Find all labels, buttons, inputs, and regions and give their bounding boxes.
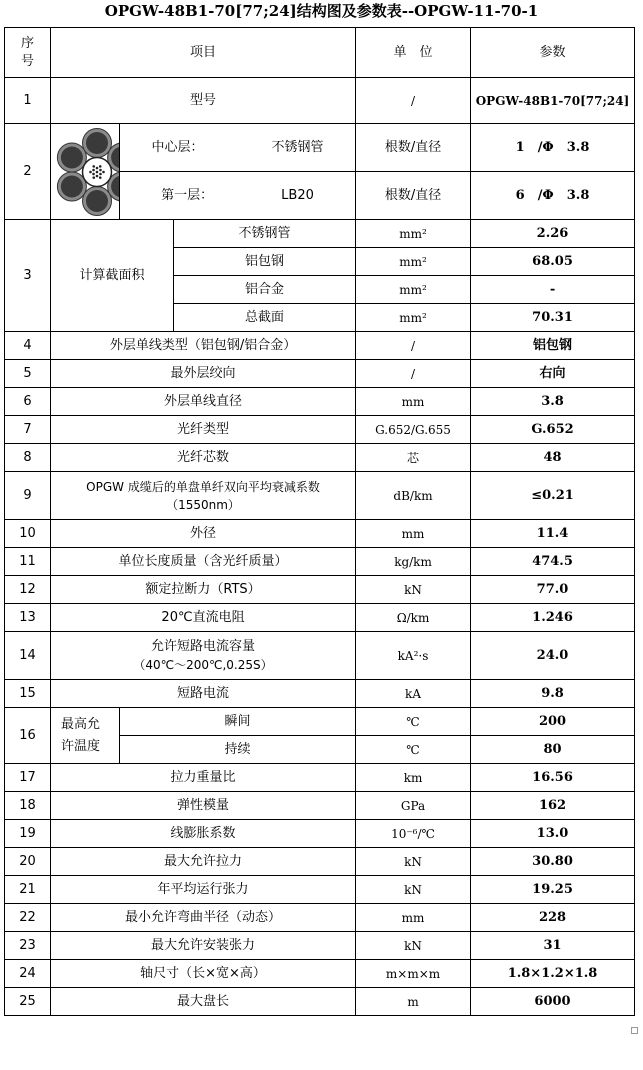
- optical-fiber-dot: [99, 168, 102, 171]
- optical-fiber-dot: [96, 170, 99, 173]
- row-value: 铝包钢: [471, 332, 635, 360]
- row-no: 19: [5, 820, 51, 848]
- row-item-line1: 最高允: [61, 716, 101, 732]
- sub-label: 铝包钢: [174, 248, 356, 276]
- optical-fiber-dot: [99, 176, 102, 179]
- row-item: 光纤类型: [51, 416, 356, 444]
- row-item: 年平均运行张力: [51, 876, 356, 904]
- sub-value: 80: [471, 736, 635, 764]
- sub-label: 持续: [120, 736, 356, 764]
- row-value: 11.4: [471, 520, 635, 548]
- table-row: [5, 360, 635, 388]
- spec-table: [4, 27, 635, 1016]
- row-no: 18: [5, 792, 51, 820]
- cable-cross-section-diagram: [51, 124, 120, 220]
- center-layer-material: 不锈钢管: [271, 139, 324, 155]
- optical-fiber-dot: [99, 172, 102, 175]
- row-item: 线膨胀系数: [51, 820, 356, 848]
- row-item: 外层单线类型（铝包钢/铝合金）: [51, 332, 356, 360]
- sub-value: 2.26: [471, 220, 635, 248]
- row-no: 21: [5, 876, 51, 904]
- table-row: [5, 932, 635, 960]
- row-no: 20: [5, 848, 51, 876]
- table-row: [5, 548, 635, 576]
- row-value: 77.0: [471, 576, 635, 604]
- center-layer-count: 1: [515, 139, 525, 155]
- row-value: 474.5: [471, 548, 635, 576]
- row-item: 轴尺寸（长×宽×高）: [51, 960, 356, 988]
- row-item: 最大允许拉力: [51, 848, 356, 876]
- row-item: [51, 632, 356, 680]
- first-layer-count: 6: [515, 187, 525, 203]
- row-unit: Ω/km: [356, 604, 471, 632]
- row-item-line2: 许温度: [61, 738, 101, 754]
- row-item-line1: 允许短路电流容量: [151, 638, 256, 654]
- row-no: 6: [5, 388, 51, 416]
- outer-strand-core: [86, 132, 108, 154]
- optical-fiber-dot: [89, 170, 92, 173]
- sub-label: 铝合金: [174, 276, 356, 304]
- row-unit: /: [356, 332, 471, 360]
- row-unit: dB/km: [356, 472, 471, 520]
- table-row: [5, 820, 635, 848]
- optical-fiber-dot: [96, 166, 99, 169]
- page-title: OPGW-48B1-70[77;24]结构图及参数表--OPGW-11-70-1: [104, 2, 539, 20]
- table-row: [5, 708, 635, 736]
- row-no: 10: [5, 520, 51, 548]
- table-row: [5, 764, 635, 792]
- table-row: [5, 444, 635, 472]
- center-layer-value: [471, 124, 635, 172]
- row-no: 5: [5, 360, 51, 388]
- table-row: [5, 220, 635, 248]
- row-unit: km: [356, 764, 471, 792]
- row-unit: m×m×m: [356, 960, 471, 988]
- header-row: [5, 28, 635, 78]
- row-no: 1: [5, 78, 51, 124]
- table-row: [5, 848, 635, 876]
- row-item: 拉力重量比: [51, 764, 356, 792]
- table-row: [5, 332, 635, 360]
- header-no: 序号: [5, 28, 51, 78]
- row-item: 外层单线直径: [51, 388, 356, 416]
- sub-value: 70.31: [471, 304, 635, 332]
- row-no: 25: [5, 988, 51, 1016]
- row-value: 162: [471, 792, 635, 820]
- row-item: 外径: [51, 520, 356, 548]
- table-row: [5, 604, 635, 632]
- row-no: 16: [5, 708, 51, 764]
- row-value: 右向: [471, 360, 635, 388]
- row-unit: mm: [356, 388, 471, 416]
- table-row: [5, 960, 635, 988]
- row-value: 19.25: [471, 876, 635, 904]
- row-no: 2: [5, 124, 51, 220]
- table-row: [5, 632, 635, 680]
- row-no: 14: [5, 632, 51, 680]
- table-row: [5, 472, 635, 520]
- center-layer-cell: [120, 124, 356, 172]
- row-no: 23: [5, 932, 51, 960]
- row-item: 最大盘长: [51, 988, 356, 1016]
- table-row: [5, 792, 635, 820]
- row-unit: /: [356, 360, 471, 388]
- row-unit: 10⁻⁶/℃: [356, 820, 471, 848]
- header-value: 参数: [471, 28, 635, 78]
- row-no: 22: [5, 904, 51, 932]
- first-layer-unit: 根数/直径: [356, 172, 471, 220]
- row-unit: kN: [356, 576, 471, 604]
- row-item-line2: （40℃～200℃,0.25S）: [133, 657, 273, 672]
- table-row: [5, 388, 635, 416]
- row-item: 20℃直流电阻: [51, 604, 356, 632]
- optical-fiber-dot: [99, 165, 102, 168]
- sub-label: 总截面: [174, 304, 356, 332]
- row-unit: kA: [356, 680, 471, 708]
- sub-unit: mm²: [356, 248, 471, 276]
- header-item: 项目: [51, 28, 356, 78]
- first-layer-label: 第一层：: [161, 187, 214, 203]
- row-unit: kN: [356, 876, 471, 904]
- row-item: 最外层绞向: [51, 360, 356, 388]
- sub-value: 68.05: [471, 248, 635, 276]
- row-unit: kg/km: [356, 548, 471, 576]
- first-layer-cell: [120, 172, 356, 220]
- outer-strand-core: [61, 175, 83, 197]
- row-unit: kA²·s: [356, 632, 471, 680]
- row-unit: /: [356, 78, 471, 124]
- row-value: 31: [471, 932, 635, 960]
- row-value: G.652: [471, 416, 635, 444]
- first-layer-diameter: /Φ 3.8: [537, 187, 590, 203]
- sub-unit: ℃: [356, 708, 471, 736]
- outer-strand-core: [86, 190, 108, 212]
- row-unit: mm: [356, 904, 471, 932]
- table-row: [5, 904, 635, 932]
- outer-strand-core: [61, 146, 83, 168]
- row-value: 9.8: [471, 680, 635, 708]
- row-value: 228: [471, 904, 635, 932]
- center-layer-unit: 根数/直径: [356, 124, 471, 172]
- row-item: 最小允许弯曲半径（动态）: [51, 904, 356, 932]
- row-no: 11: [5, 548, 51, 576]
- row-value: 30.80: [471, 848, 635, 876]
- row-item: 额定拉断力（RTS）: [51, 576, 356, 604]
- page-corner-mark: [631, 1027, 638, 1034]
- row-item: 最大允许安装张力: [51, 932, 356, 960]
- sub-value: -: [471, 276, 635, 304]
- row-item: 型号: [51, 78, 356, 124]
- cable-cross-section-image: [51, 126, 120, 218]
- row-value: 48: [471, 444, 635, 472]
- sub-unit: mm²: [356, 304, 471, 332]
- row-unit: kN: [356, 932, 471, 960]
- row-no: 15: [5, 680, 51, 708]
- row-item: 光纤芯数: [51, 444, 356, 472]
- row-value: OPGW-48B1-70[77;24]: [471, 78, 635, 124]
- row-value: 3.8: [471, 388, 635, 416]
- row-value: 1.8×1.2×1.8: [471, 960, 635, 988]
- sub-unit: mm²: [356, 276, 471, 304]
- sub-unit: mm²: [356, 220, 471, 248]
- sub-label: 不锈钢管: [174, 220, 356, 248]
- row-unit: 芯: [356, 444, 471, 472]
- table-row: [5, 416, 635, 444]
- sub-value: 200: [471, 708, 635, 736]
- row-no: 12: [5, 576, 51, 604]
- row-no: 3: [5, 220, 51, 332]
- optical-fiber-dot: [102, 170, 105, 173]
- table-row: [5, 124, 635, 172]
- row-item: [51, 708, 120, 764]
- center-layer-diameter: /Φ 3.8: [537, 139, 590, 155]
- sub-unit: ℃: [356, 736, 471, 764]
- first-layer-material: LB20: [281, 187, 314, 203]
- row-item: 短路电流: [51, 680, 356, 708]
- row-no: 17: [5, 764, 51, 792]
- row-no: 9: [5, 472, 51, 520]
- row-value: ≤0.21: [471, 472, 635, 520]
- row-item-line2: （1550nm）: [166, 497, 240, 512]
- row-no: 24: [5, 960, 51, 988]
- row-item: 单位长度质量（含光纤质量）: [51, 548, 356, 576]
- optical-fiber-dot: [96, 174, 99, 177]
- row-no: 13: [5, 604, 51, 632]
- row-item: [51, 472, 356, 520]
- center-layer-label: 中心层：: [151, 139, 204, 155]
- sub-label: 瞬间: [120, 708, 356, 736]
- row-item: 弹性模量: [51, 792, 356, 820]
- row-value: 13.0: [471, 820, 635, 848]
- table-row: [5, 988, 635, 1016]
- row-unit: m: [356, 988, 471, 1016]
- row-value: 1.246: [471, 604, 635, 632]
- row-value: 24.0: [471, 632, 635, 680]
- row-unit: mm: [356, 520, 471, 548]
- optical-fiber-dot: [92, 176, 95, 179]
- table-row: [5, 78, 635, 124]
- table-row: [5, 520, 635, 548]
- row-no: 7: [5, 416, 51, 444]
- table-row: [5, 680, 635, 708]
- optical-fiber-dot: [92, 165, 95, 168]
- row-item-line1: OPGW 成缆后的单盘单纤双向平均衰减系数: [86, 479, 320, 494]
- row-unit: GPa: [356, 792, 471, 820]
- header-unit: 单 位: [356, 28, 471, 78]
- row-unit: kN: [356, 848, 471, 876]
- table-row: [5, 576, 635, 604]
- row-value: 6000: [471, 988, 635, 1016]
- table-row: [5, 876, 635, 904]
- row-value: 16.56: [471, 764, 635, 792]
- optical-fiber-dot: [92, 172, 95, 175]
- row-unit: G.652/G.655: [356, 416, 471, 444]
- row-item: 计算截面积: [51, 220, 174, 332]
- row-no: 8: [5, 444, 51, 472]
- optical-fiber-dot: [92, 168, 95, 171]
- row-no: 4: [5, 332, 51, 360]
- first-layer-value: [471, 172, 635, 220]
